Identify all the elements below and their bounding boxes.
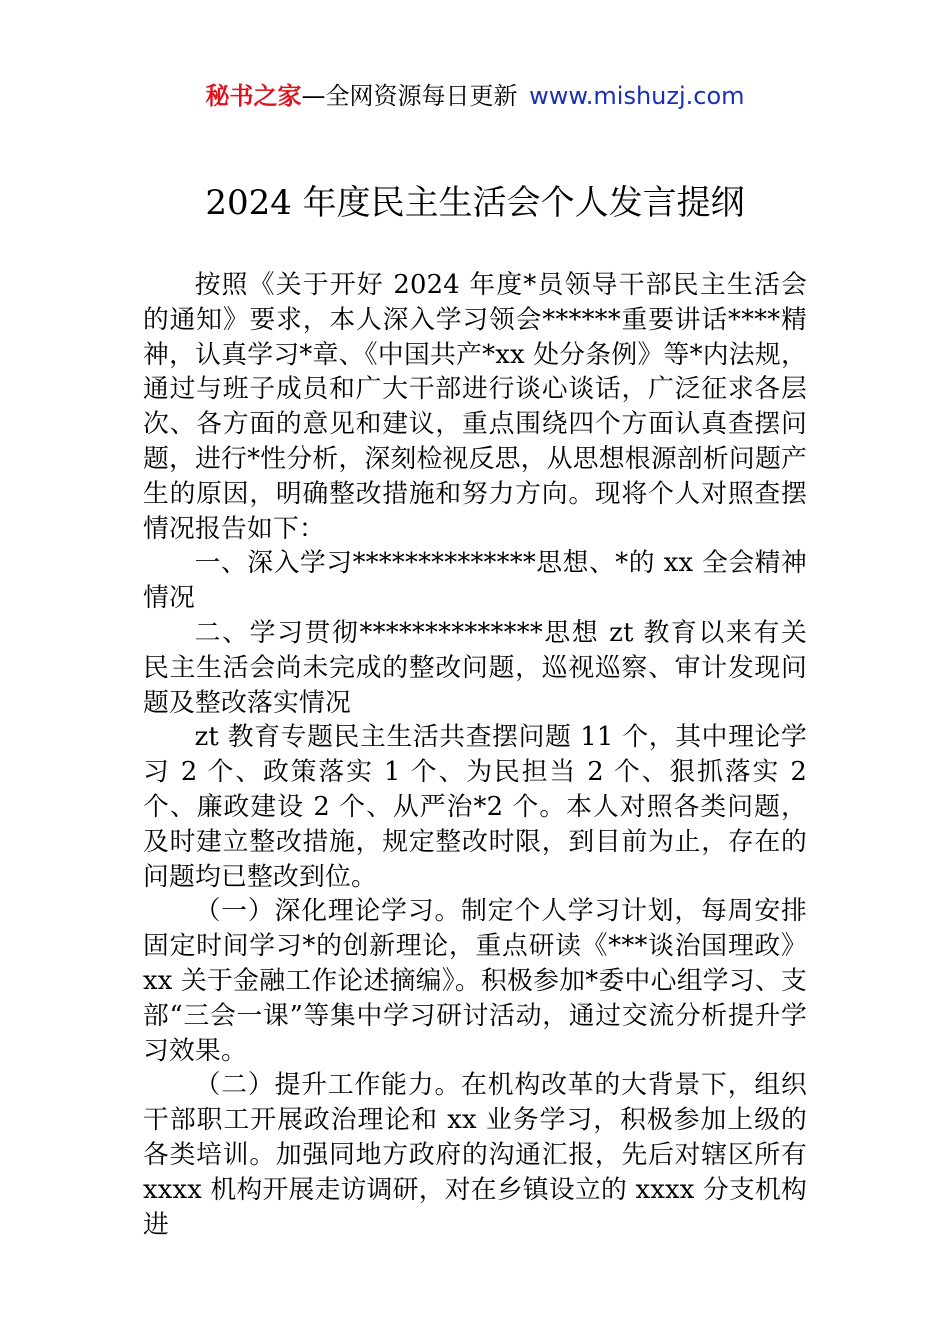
paragraph: 一、深入学习**************思想、*的 xx 全会精神情况 xyxy=(143,548,807,614)
document-title: 2024 年度民主生活会个人发言提纲 xyxy=(205,183,745,223)
site-url-link[interactable]: www.mishuzj.com xyxy=(529,82,745,110)
document-body xyxy=(143,268,807,1242)
paragraph: 按照《关于开好 2024 年度*员领导干部民主生活会的通知》要求，本人深入学习领会******重要讲话****精神，认真学习*章、《中国共产*xx 处分条例》等*内法规，通过与班子成员和广大干部进行谈心谈话，广泛征求各层次、各方面的意见和建议，重点围绕四个方面认真查摆问题，进行*性分析，深刻检视反思，从思想根源剖析问题产生的原因，明确整改措施和努力方向。现将个人对照查摆情况报告如下： xyxy=(143,270,807,544)
banner-tagline: —全网资源每日更新 xyxy=(301,82,518,110)
site-banner xyxy=(0,80,950,112)
paragraph: 二、学习贯彻**************思想 zt 教育以来有关民主生活会尚未完成的整改问题，巡视巡察、审计发现问题及整改落实情况 xyxy=(143,617,807,718)
brand-name: 秘书之家 xyxy=(205,82,302,110)
paragraph: （二）提升工作能力。在机构改革的大背景下，组织干部职工开展政治理论和 xx 业务学习，积极参加上级的各类培训。加强同地方政府的沟通汇报，先后对辖区所有 xxxx 机构开展走访调研，对在乡镇设立的 xxxx 分支机构进 xyxy=(143,1070,807,1240)
paragraph: （一）深化理论学习。制定个人学习计划，每周安排固定时间学习*的创新理论，重点研读《***谈治国理政》xx 关于金融工作论述摘编》。积极参加*委中心组学习、支部“三会一课”等集中学习研讨活动，通过交流分析提升学习效果。 xyxy=(143,896,807,1066)
paragraph: zt 教育专题民主生活共查摆问题 11 个，其中理论学习 2 个、政策落实 1 个、为民担当 2 个、狠抓落实 2 个、廉政建设 2 个、从严治*2 个。本人对照各类问题，及时建立整改措施，规定整改时限，到目前为止，存在的问题均已整改到位。 xyxy=(143,722,807,892)
